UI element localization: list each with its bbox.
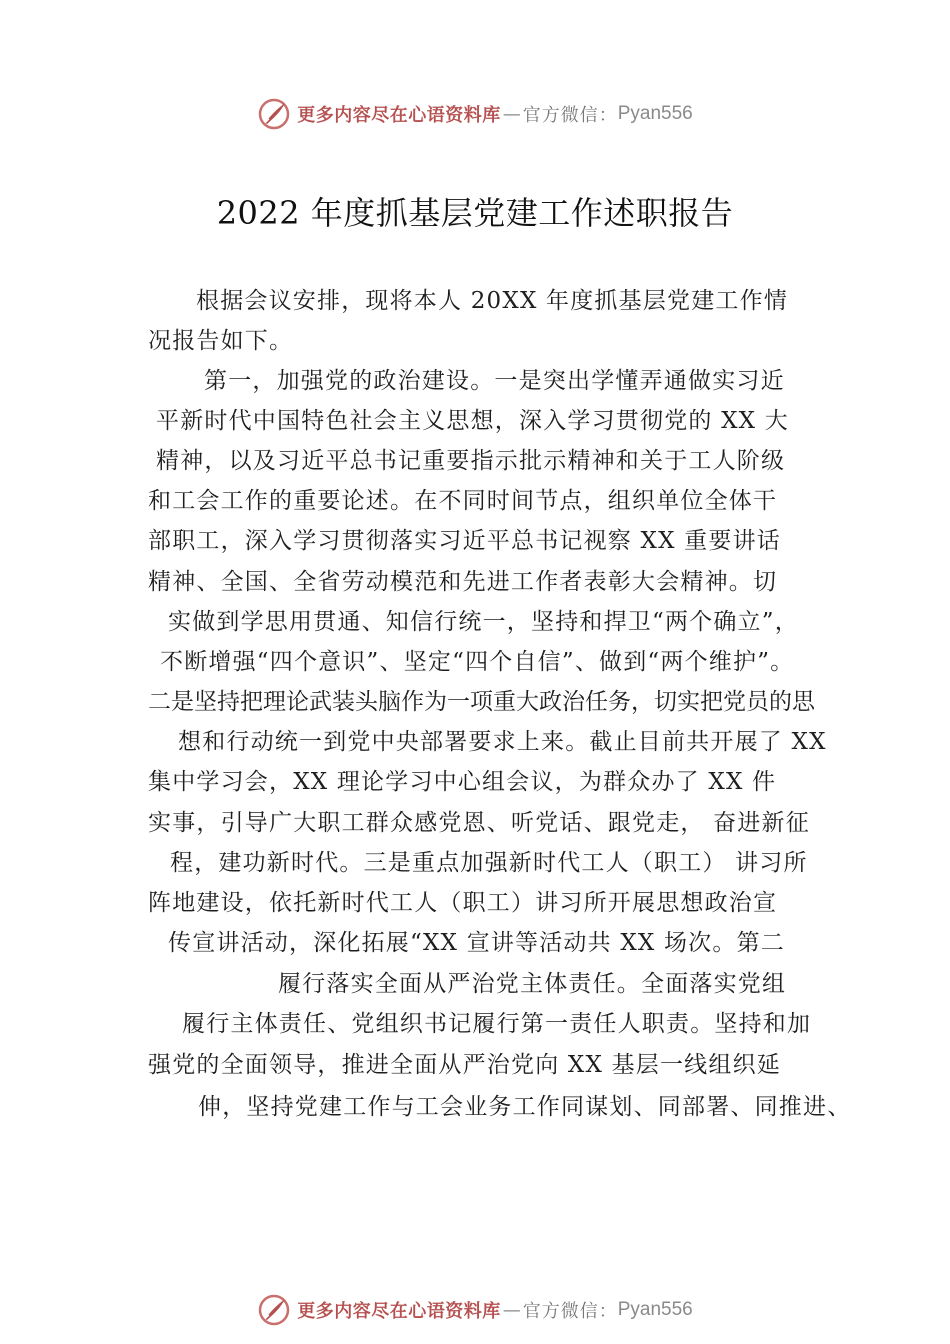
- body-line: 不断增强“四个意识”、坚定“四个自信”、做到“两个维护”。: [160, 649, 795, 675]
- body-line: 履行落实全面从严治党主体责任。全面落实党组: [278, 971, 787, 997]
- quill-logo-icon: [257, 1293, 291, 1327]
- body-line: 精神，以及习近平总书记重要指示批示精神和关于工人阶级: [156, 448, 786, 474]
- watermark-wechat-id: Pyan556: [617, 103, 693, 124]
- body-line: 集中学习会，XX 理论学习中心组会议，为群众办了 XX 件: [148, 769, 777, 795]
- document-title: 2022 年度抓基层党建工作述职报告: [216, 194, 734, 232]
- body-line: 二是坚持把理论武装头脑作为一项重大政治任务，切实把党员的思: [148, 689, 815, 715]
- watermark-wechat-id: Pyan556: [617, 1299, 693, 1320]
- body-line: 精神、全国、全省劳动模范和先进工作者表彰大会精神。切: [148, 569, 778, 595]
- body-line: 平新时代中国特色社会主义思想，深入学习贯彻党的 XX 大: [156, 408, 789, 434]
- watermark-banner-bottom: [0, 1290, 950, 1330]
- watermark-site-text: 更多内容尽在心语资料库: [297, 105, 501, 126]
- watermark-separator: —: [502, 103, 521, 125]
- body-line: 想和行动统一到党中央部署要求上来。截止目前共开展了 XX: [178, 729, 827, 755]
- body-line: 程，建功新时代。三是重点加强新时代工人（职工） 讲习所: [170, 850, 808, 876]
- watermark-separator: —: [502, 1299, 521, 1321]
- body-line: 根据会议安排，现将本人 20XX 年度抓基层党建工作情: [196, 288, 789, 314]
- body-line: 阵地建设，依托新时代工人（职工）讲习所开展思想政治宣: [148, 890, 778, 916]
- body-line: 和工会工作的重要论述。在不同时间节点，组织单位全体干: [148, 488, 778, 514]
- watermark-wechat-label: 官方微信：: [522, 105, 618, 126]
- body-line: 第一，加强党的政治建设。一是突出学懂弄通做实习近: [204, 368, 785, 394]
- body-line: 伸，坚持党建工作与工会业务工作同谋划、同部署、同推进、: [198, 1094, 852, 1120]
- quill-logo-icon: [257, 97, 291, 131]
- body-line: 传宣讲活动，深化拓展“XX 宣讲等活动共 XX 场次。第二: [168, 930, 785, 956]
- body-line: 况报告如下。: [148, 328, 294, 354]
- body-line: 实做到学思用贯通、知信行统一，坚持和捍卫“两个确立”，: [168, 609, 799, 635]
- watermark-banner-top: [0, 94, 950, 134]
- body-line: 部职工，深入学习贯彻落实习近平总书记视察 XX 重要讲话: [148, 528, 781, 554]
- watermark-site-text: 更多内容尽在心语资料库: [297, 1301, 501, 1322]
- body-line: 实事，引导广大职工群众感党恩、听党话、跟党走， 奋进新征: [148, 810, 810, 836]
- body-line: 履行主体责任、党组织书记履行第一责任人职责。坚持和加: [182, 1011, 812, 1037]
- watermark-wechat-label: 官方微信：: [522, 1301, 618, 1322]
- body-line: 强党的全面领导，推进全面从严治党向 XX 基层一线组织延: [148, 1052, 781, 1078]
